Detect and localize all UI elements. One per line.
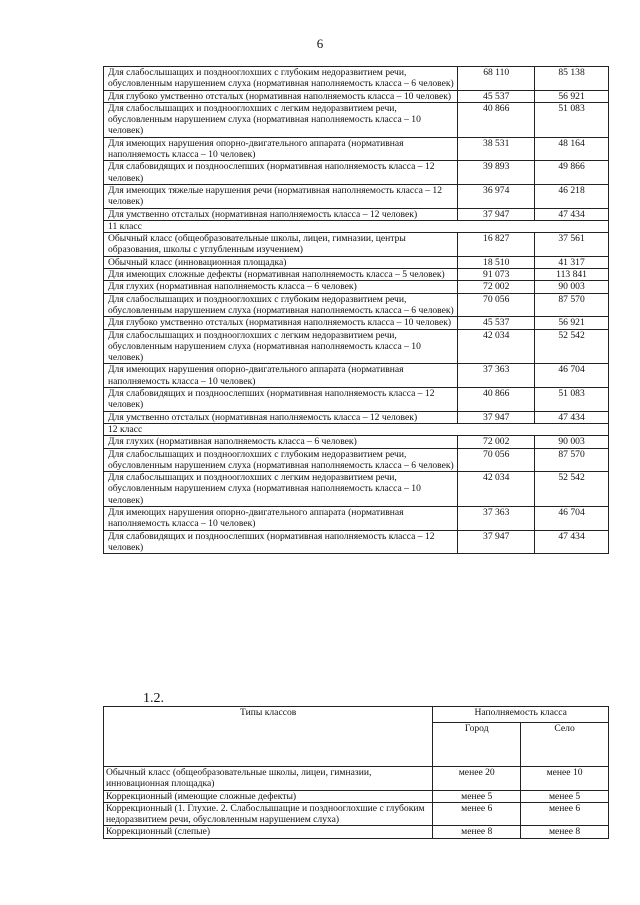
city-value: 37 947 [458, 411, 535, 423]
village-value: 47 434 [535, 530, 609, 554]
table-row [104, 802, 609, 826]
row-description: Для глухих (нормативная наполняемость класса – 6 человек) [104, 436, 458, 448]
table-row [104, 767, 609, 791]
village-value: 49 866 [535, 161, 609, 185]
city-value: 40 866 [458, 388, 535, 412]
city-value: 36 974 [458, 184, 535, 208]
row-description: Для глухих (нормативная наполняемость класса – 6 человек) [104, 281, 458, 293]
cost-table [103, 66, 609, 554]
table-row [104, 67, 609, 91]
city-value: 72 002 [458, 436, 535, 448]
village-value: менее 10 [521, 767, 609, 791]
village-value: 56 921 [535, 317, 609, 329]
city-value: 38 531 [458, 137, 535, 161]
row-description: Для имеющих тяжелые нарушения речи (нормативная наполняемость класса – 12 человек) [104, 184, 458, 208]
row-description: Обычный класс (общеобразовательные школы, лицеи, гимназии, центры образования, школы с углубленным изучением) [104, 233, 458, 257]
village-value: 51 083 [535, 102, 609, 137]
table-row [104, 281, 609, 293]
city-value: 37 947 [458, 530, 535, 554]
city-value: 70 056 [458, 448, 535, 472]
header-class-fill: Наполняемость класса [433, 707, 609, 723]
row-description: Коррекционный (имеющие сложные дефекты) [104, 790, 433, 802]
section-label: 12 класс [104, 423, 609, 435]
class-fill-table [103, 706, 609, 839]
village-value: 47 434 [535, 208, 609, 220]
row-description: Коррекционный (слепые) [104, 826, 433, 838]
section-row [104, 220, 609, 232]
row-description: Для имеющих нарушения опорно-двигательного аппарата (нормативная наполняемость класса – 10 человек) [104, 137, 458, 161]
row-description: Для слабослышащих и позднооглохших с глубоким недоразвитием речи, обусловленным нарушением слуха (нормативная наполняемость класса – 6 человек) [104, 293, 458, 317]
city-value: менее 6 [433, 802, 521, 826]
row-description: Для имеющих нарушения опорно-двигательного аппарата (нормативная наполняемость класса – 10 человек) [104, 506, 458, 530]
table-row [104, 233, 609, 257]
row-description: Для имеющих нарушения опорно-двигательного аппарата (нормативная наполняемость класса – 10 человек) [104, 364, 458, 388]
table-row [104, 256, 609, 268]
city-value: 40 866 [458, 102, 535, 137]
table-row [104, 161, 609, 185]
table-row [104, 472, 609, 507]
city-value: 68 110 [458, 67, 535, 91]
table-row [104, 184, 609, 208]
row-description: Для умственно отсталых (нормативная наполняемость класса – 12 человек) [104, 411, 458, 423]
city-value: 42 034 [458, 329, 535, 364]
city-value: 18 510 [458, 256, 535, 268]
table-row [104, 137, 609, 161]
village-value: 87 570 [535, 448, 609, 472]
village-value: 46 218 [535, 184, 609, 208]
village-value: 113 841 [535, 269, 609, 281]
village-value: 87 570 [535, 293, 609, 317]
village-value: 48 164 [535, 137, 609, 161]
table-row [104, 826, 609, 838]
table-row [104, 506, 609, 530]
village-value: 90 003 [535, 281, 609, 293]
city-value: 37 363 [458, 364, 535, 388]
village-value: 52 542 [535, 329, 609, 364]
section-row [104, 423, 609, 435]
village-value: 46 704 [535, 506, 609, 530]
village-value: 85 138 [535, 67, 609, 91]
row-description: Для имеющих сложные дефекты (нормативная наполняемость класса – 5 человек) [104, 269, 458, 281]
header-class-types: Типы классов [104, 707, 433, 767]
village-value: 41 317 [535, 256, 609, 268]
row-description: Обычный класс (общеобразовательные школы, лицеи, гимназии, инновационная площадка) [104, 767, 433, 791]
village-value: 47 434 [535, 411, 609, 423]
village-value: 90 003 [535, 436, 609, 448]
row-description: Для слабослышащих и позднооглохших с глубоким недоразвитием речи, обусловленным нарушением слуха (нормативная наполняемость класса – 6 человек) [104, 67, 458, 91]
row-description: Коррекционный (1. Глухие. 2. Слабослышащие и позднооглохшие с глубоким недоразвитием речи, обусловленным нарушением слуха) [104, 802, 433, 826]
page-number: 6 [316, 36, 324, 51]
village-value: 56 921 [535, 90, 609, 102]
row-description: Обычный класс (инновационная площадка) [104, 256, 458, 268]
row-description: Для слабослышащих и позднооглохших с глубоким недоразвитием речи, обусловленным нарушением слуха (нормативная наполняемость класса – 6 человек) [104, 448, 458, 472]
row-description: Для слабослышащих и позднооглохших с легким недоразвитием речи, обусловленным нарушением слуха (нормативная наполняемость класса – 10 человек) [104, 102, 458, 137]
row-description: Для умственно отсталых (нормативная наполняемость класса – 12 человек) [104, 208, 458, 220]
row-description: Для глубоко умственно отсталых (нормативная наполняемость класса – 10 человек) [104, 90, 458, 102]
table-row [104, 329, 609, 364]
table-row [104, 364, 609, 388]
table-row [104, 90, 609, 102]
village-value: 37 561 [535, 233, 609, 257]
table-row [104, 530, 609, 554]
city-value: 45 537 [458, 317, 535, 329]
row-description: Для слабовидящих и поздноослепших (нормативная наполняемость класса – 12 человек) [104, 388, 458, 412]
village-value: менее 5 [521, 790, 609, 802]
city-value: 37 363 [458, 506, 535, 530]
city-value: 70 056 [458, 293, 535, 317]
section-number: 1.2. [143, 691, 164, 706]
table-row [104, 293, 609, 317]
table-row [104, 102, 609, 137]
table-row [104, 208, 609, 220]
table-row [104, 436, 609, 448]
table-row [104, 388, 609, 412]
city-value: 42 034 [458, 472, 535, 507]
table-row [104, 448, 609, 472]
village-value: менее 6 [521, 802, 609, 826]
city-value: 91 073 [458, 269, 535, 281]
row-description: Для слабослышащих и позднооглохших с легким недоразвитием речи, обусловленным нарушением слуха (нормативная наполняемость класса – 10 человек) [104, 472, 458, 507]
village-value: 51 083 [535, 388, 609, 412]
table-row [104, 411, 609, 423]
city-value: 72 002 [458, 281, 535, 293]
city-value: 37 947 [458, 208, 535, 220]
city-value: 45 537 [458, 90, 535, 102]
table-row [104, 317, 609, 329]
header-village: Село [521, 723, 609, 767]
row-description: Для глубоко умственно отсталых (нормативная наполняемость класса – 10 человек) [104, 317, 458, 329]
city-value: менее 8 [433, 826, 521, 838]
village-value: 46 704 [535, 364, 609, 388]
city-value: менее 5 [433, 790, 521, 802]
section-label: 11 класс [104, 220, 609, 232]
row-description: Для слабовидящих и поздноослепших (нормативная наполняемость класса – 12 человек) [104, 530, 458, 554]
table-row [104, 790, 609, 802]
row-description: Для слабослышащих и позднооглохших с легким недоразвитием речи, обусловленным нарушением слуха (нормативная наполняемость класса – 10 человек) [104, 329, 458, 364]
table-row [104, 269, 609, 281]
village-value: менее 8 [521, 826, 609, 838]
city-value: 39 893 [458, 161, 535, 185]
city-value: 16 827 [458, 233, 535, 257]
header-city: Город [433, 723, 521, 767]
city-value: менее 20 [433, 767, 521, 791]
village-value: 52 542 [535, 472, 609, 507]
row-description: Для слабовидящих и поздноослепших (нормативная наполняемость класса – 12 человек) [104, 161, 458, 185]
